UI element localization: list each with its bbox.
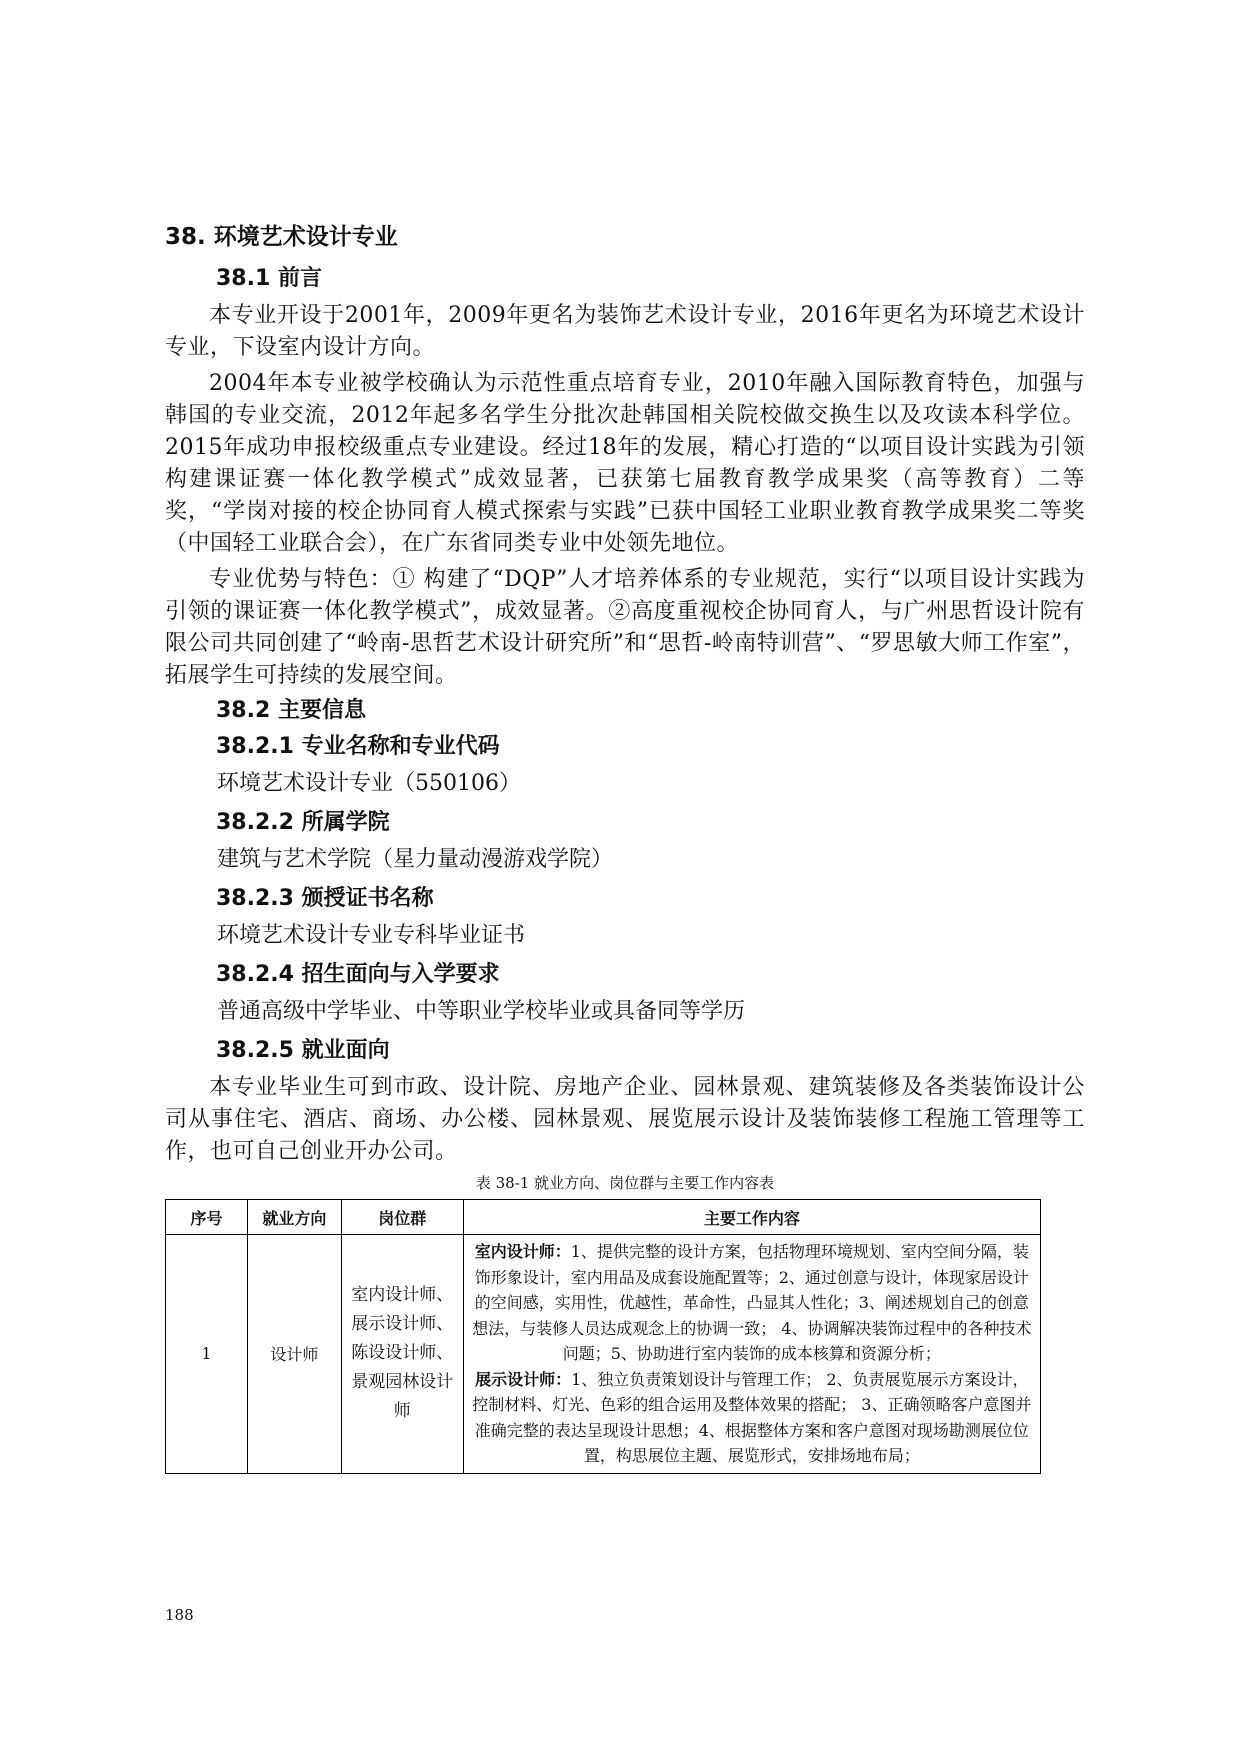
main-info-heading: 38.2 主要信息: [216, 698, 366, 723]
college-heading: 38.2.2 所属学院: [216, 810, 390, 835]
preface-paragraph-3: 专业优势与特色：① 构建了“DQP”人才培养体系的专业规范，实行“以项目设计实践为引领的课证赛一体化教学模式”，成效显著。②高度重视校企协同育人，与广州思哲设计院有限公司共同创建了“岭南-思哲艺术设计研究所”和“思哲-岭南特训营”、“罗思敏大师工作室”，拓展学生可持续的发展空间。: [165, 567, 1085, 688]
content-text: 1、独立负责策划设计与管理工作； 2、负责展览展示方案设计，控制材料、灯光、色彩的组合运用及整体效果的搭配； 3、正确领略客户意图并准确完整的表达呈现设计思想；4、根据整体方案和客户意图对现场勘测展位位置，构思展位主题、展览形式，安排场地布局；: [472, 1369, 1032, 1465]
table-caption: 表 38-1 就业方向、岗位群与主要工作内容表: [475, 1174, 775, 1192]
preface-heading: 38.1 前言: [216, 266, 322, 291]
certificate-text: 环境艺术设计专业专科毕业证书: [217, 923, 526, 948]
major-name-text: 环境艺术设计专业（550106）: [217, 771, 521, 796]
major-name-heading: 38.2.1 专业名称和专业代码: [216, 734, 500, 759]
content-text: 1、提供完整的设计方案，包括物理环境规划、室内空间分隔，装饰形象设计，室内用品及成套设施配置等；2、通过创意与设计，体现家居设计的空间感，实用性，优越性，革命性，凸显其人性化；3、阐述规划自己的创意想法，与装修人员达成观念上的协调一致； 4、协调解决装饰过程中的各种技术问题；5、协助进行室内装饰的成本核算和资源分析；: [472, 1242, 1032, 1363]
role-item: 展示设计师、: [351, 1314, 454, 1335]
cell-content: [463, 1235, 1040, 1474]
role-item: 陈设设计师、: [351, 1343, 454, 1364]
role-item: 景观园林设计师: [351, 1372, 454, 1422]
table-header-row: [166, 1200, 1041, 1235]
employment-table: [165, 1199, 1041, 1474]
enrollment-heading: 38.2.4 招生面向与入学要求: [216, 962, 500, 987]
header-roles: 岗位群: [341, 1200, 463, 1235]
preface-paragraph-1: 本专业开设于2001年，2009年更名为装饰艺术设计专业，2016年更名为环境艺术设计专业，下设室内设计方向。: [165, 303, 1085, 360]
cell-roles: [341, 1235, 463, 1474]
role-item: 室内设计师、: [351, 1285, 454, 1306]
certificate-heading: 38.2.3 颁授证书名称: [216, 886, 434, 911]
preface-paragraph-2: 2004年本专业被学校确认为示范性重点培育专业，2010年融入国际教育特色，加强与韩国的专业交流，2012年起多名学生分批次赴韩国相关院校做交换生以及攻读本科学位。2015年成功申报校级重点专业建设。经过18年的发展，精心打造的“以项目设计实践为引领构建课证赛一体化教学模式”成效显著，已获第七届教育教学成果奖（高等教育）二等奖，“学岗对接的校企协同育人模式探索与实践”已获中国轻工业职业教育教学成果奖二等奖（中国轻工业联合会），在广东省同类专业中处领先地位。: [165, 371, 1085, 556]
page-number: 188: [165, 1606, 194, 1624]
employment-text: 本专业毕业生可到市政、设计院、房地产企业、园林景观、建筑装修及各类装饰设计公司从事住宅、酒店、商场、办公楼、园林景观、展览展示设计及装饰装修工程施工管理等工作，也可自己创业开办公司。: [165, 1075, 1085, 1164]
cell-no: 1: [166, 1235, 248, 1474]
content-exhibition-designer: [468, 1367, 1036, 1469]
header-content: 主要工作内容: [463, 1200, 1040, 1235]
employment-heading: 38.2.5 就业面向: [216, 1038, 390, 1063]
content-title: 室内设计师：: [474, 1242, 571, 1261]
content-title: 展示设计师：: [475, 1369, 572, 1389]
college-text: 建筑与艺术学院（星力量动漫游戏学院）: [217, 847, 614, 872]
content-interior-designer: [468, 1239, 1036, 1367]
document-body: [165, 222, 1085, 1474]
header-no: 序号: [166, 1200, 248, 1235]
cell-direction: 设计师: [247, 1235, 341, 1474]
enrollment-text: 普通高级中学毕业、中等职业学校毕业或具备同等学历: [217, 999, 746, 1024]
table-row: [166, 1235, 1041, 1474]
section-title: 38. 环境艺术设计专业: [165, 224, 398, 250]
header-direction: 就业方向: [247, 1200, 341, 1235]
